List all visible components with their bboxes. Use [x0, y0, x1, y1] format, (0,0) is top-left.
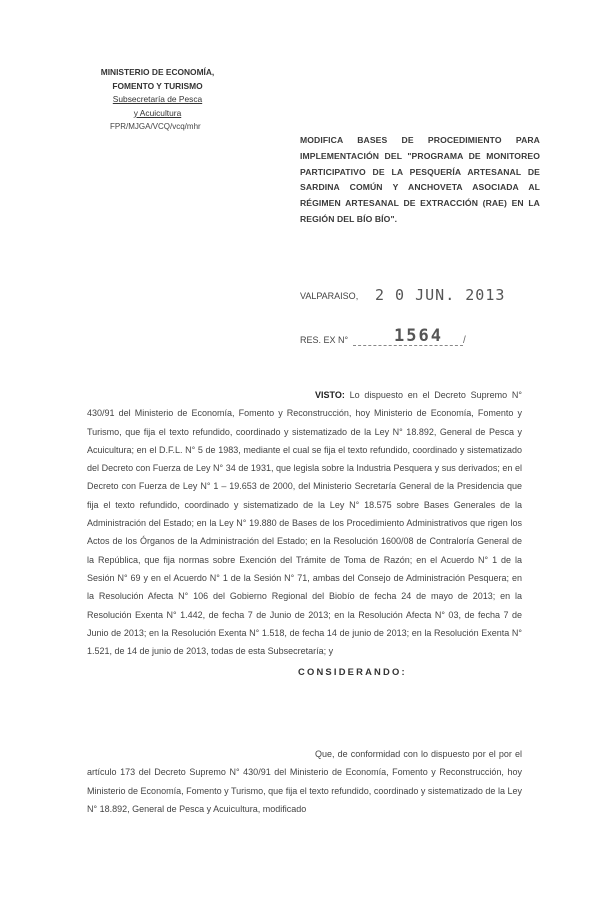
subsecretaria-line-2: y Acuicultura — [133, 107, 182, 118]
considerando-heading: CONSIDERANDO: — [298, 666, 407, 677]
resolution-number: 1564 — [394, 326, 443, 346]
reference-initials: FPR/MJGA/VCQ/vcq/mhr — [110, 122, 201, 131]
date-stamp: 2 0 JUN. 2013 — [375, 286, 506, 304]
document-title: MODIFICA BASES DE PROCEDIMIENTO PARA IMPLEMENTACIÓN DEL "PROGRAMA DE MONITOREO PARTICIPATIVO DE LA PESQUERÍA ARTESANAL DE SARDINA COMÚN Y ANCHOVETA ASOCIADA AL RÉGIMEN ARTESANAL DE EXTRACCIÓN (RAE) EN LA REGIÓN DEL BÍO BÍO". — [300, 135, 540, 224]
issuer-header — [90, 66, 225, 134]
paragraph-1-text: Que, de conformidad con lo dispuesto por el por el artículo 173 del Decreto Supremo N° 430/91 del Ministerio de Economía, Fomento y Reconstrucción, hoy Ministerio de Economía, Fomento y Turismo, que fija el texto refundido, coordinado y sistematizado de la Ley N° 18.892, General de Pesca y Acuicultura, modificado — [87, 749, 522, 814]
considerando-paragraph-1 — [87, 745, 522, 818]
visto-label: VISTO: — [315, 390, 345, 400]
subsecretaria-line-1: Subsecretaría de Pesca — [112, 94, 203, 104]
place-label: VALPARAISO, — [300, 291, 359, 301]
ministry-line-2: FOMENTO Y TURISMO — [112, 80, 203, 91]
visto-paragraph — [87, 386, 522, 660]
ministry-line-1: MINISTERIO DE ECONOMÍA, — [100, 67, 215, 77]
resolution-slash: / — [463, 335, 466, 346]
visto-text: Lo dispuesto en el Decreto Supremo N° 430/91 del Ministerio de Economía, Fomento y Reconstrucción, hoy Ministerio de Economía, Fomento y Turismo, que fija el texto refundido, coordinado y sistematizado de la Ley N° 18.892, General de Pesca y Acuicultura; en el D.F.L. N° 5 de 1983, mediante el cual se fija el texto refundido, coordinado y sistematizado del Decreto con Fuerza de Ley N° 34 de 1931, que legisla sobre la Industria Pesquera y sus derivados; en el Decreto con Fuerza de Ley N° 1 – 19.653 de 2000, del Ministerio Secretaría General de la Presidencia que fija el texto refundido, coordinado y sistematizado de la Ley N° 18.575 sobre Bases Generales de la Administración del Estado; en la Ley N° 19.880 de Bases de los Procedimiento Administrativos que rigen los Actos de los Órganos de la Administración del Estado; en la Resolución 1600/08 de Contraloría General de la República, que fija normas sobre Exención del Trámite de Toma de Razón; en el Acuerdo N° 1 de la Sesión N° 69 y en el Acuerdo N° 1 de la Sesión N° 71, ambas del Consejo de Administración Pesquera; en la Resolución Afecta N° 106 del Gobierno Regional del Biobío de fecha 24 de mayo de 2013; en la Resolución Exenta N° 1.442, de fecha 7 de Junio de 2013; en la Resolución Afecta N° 03, de fecha 7 de Junio de 2013; en la Resolución Exenta N° 1.518, de fecha 14 de junio de 2013; en la Resolución Exenta N° 1.521, de 14 de junio de 2013, todas de esta Subsecretaría; y — [87, 390, 522, 657]
resolution-label: RES. EX N° — [300, 335, 349, 345]
